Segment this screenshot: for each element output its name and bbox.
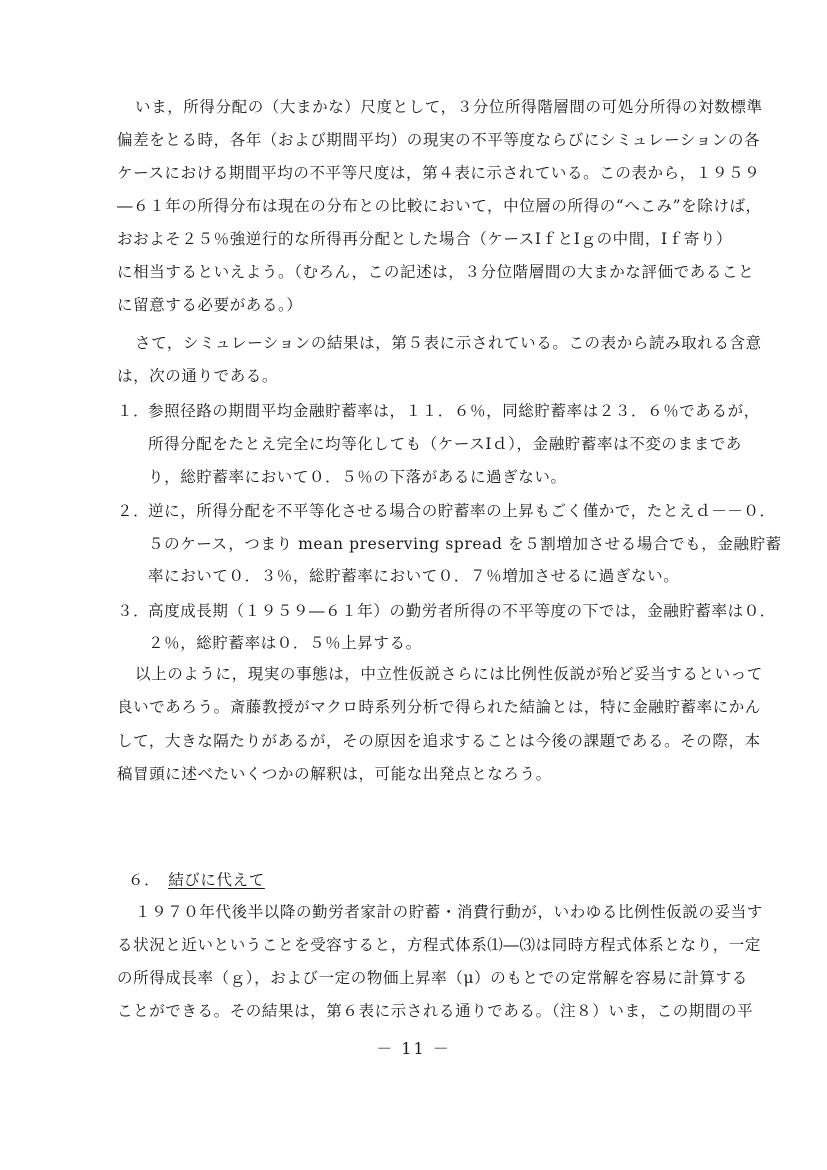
- section-body-line: １９７０年代後半以降の勤労者家計の貯蓄・消費行動が，いわゆる比例性仮説の妥当す: [135, 903, 763, 921]
- paragraph-1-line: ―６１年の所得分布は現在の分布との比較において，中位層の所得の“へこみ”を除けば，: [117, 197, 762, 215]
- paragraph-1-line: に相当するといえよう。（むろん，この記述は，３分位階層間の大まかな評価であること: [117, 263, 755, 281]
- paragraph-1-line: おおよそ２５％強逆行的な所得再分配とした場合（ケースⅠｆとⅠｇの中間，Ⅰｆ寄り）: [117, 230, 733, 248]
- list-item-line: ５のケース，つまり mean preserving spread を５割増加させる場合でも，金融貯蓄: [148, 535, 782, 553]
- list-item-line: ２％，総貯蓄率は０．５％上昇する。: [148, 634, 422, 652]
- section-body-line: ことができる。その結果は，第６表に示される通りである。（注８）いま，この期間の平: [117, 1002, 754, 1020]
- paragraph-2-line: は，次の通りである。: [117, 367, 279, 385]
- section-body-line: る状況と近いということを受容すると，方程式体系⑴―⑶は同時方程式体系となり，一定: [117, 936, 762, 954]
- list-item-line: 逆に，所得分配を不平等化させる場合の貯蓄率の上昇もごく僅かで，たとえｄ－－０．: [148, 502, 776, 520]
- list-item-number: ２．: [117, 502, 150, 520]
- list-item-line: り，総貯蓄率において０．５％の下落があるに過ぎない。: [148, 468, 567, 486]
- paragraph-1-line: いま，所得分配の（大まかな）尺度として，３分位所得階層間の可処分所得の対数標準: [135, 98, 763, 116]
- list-item-line: 所得分配をたとえ完全に均等化しても（ケースⅠｄ），金融貯蓄率は不変のままであ: [148, 435, 742, 453]
- paragraph-2-line: さて，シミュレーションの結果は，第５表に示されている。この表から読み取れる含意: [135, 334, 762, 352]
- section-title: 結びに代えて: [168, 871, 265, 889]
- list-item-line: 高度成長期（１９５９―６１年）の勤労者所得の不平等度の下では，金融貯蓄率は０．: [148, 602, 776, 620]
- conclusion-line: 良いであろう。斎藤教授がマクロ時系列分析で得られた結論とは，特に金融貯蓄率にかん: [117, 698, 762, 716]
- conclusion-line: 稿冒頭に述べたいくつかの解釈は，可能な出発点となろう。: [117, 765, 552, 783]
- paragraph-1-line: ケースにおける期間平均の不平等尺度は，第４表に示されている。この表から，１９５９: [117, 164, 761, 182]
- page-number: － 11 －: [376, 1039, 451, 1058]
- conclusion-line: 以上のように，現実の事態は，中立性仮説さらには比例性仮説が殆ど妥当するといって: [135, 665, 763, 683]
- section-number: ６．: [128, 871, 161, 889]
- list-item-number: １．: [117, 402, 150, 420]
- conclusion-line: して，大きな隔たりがあるが，その原因を追求することは今後の課題である。その際，本: [117, 732, 761, 750]
- section-heading: [128, 870, 265, 890]
- list-item-line: 率において０．３％，総貯蓄率において０．７％増加させるに過ぎない。: [148, 567, 680, 585]
- list-item-line: 参照径路の期間平均金融貯蓄率は，１１．６％，同総貯蓄率は２３．６％であるが，: [148, 402, 760, 420]
- list-item-number: ３．: [117, 602, 150, 620]
- paragraph-1-line: に留意する必要がある。）: [117, 296, 303, 314]
- section-body-line: の所得成長率（ｇ），および一定の物価上昇率（μ）のもとでの定常解を容易に計算する: [117, 969, 748, 987]
- paragraph-1-line: 偏差をとる時，各年（および期間平均）の現実の不平等度ならびにシミュレーションの各: [117, 131, 761, 149]
